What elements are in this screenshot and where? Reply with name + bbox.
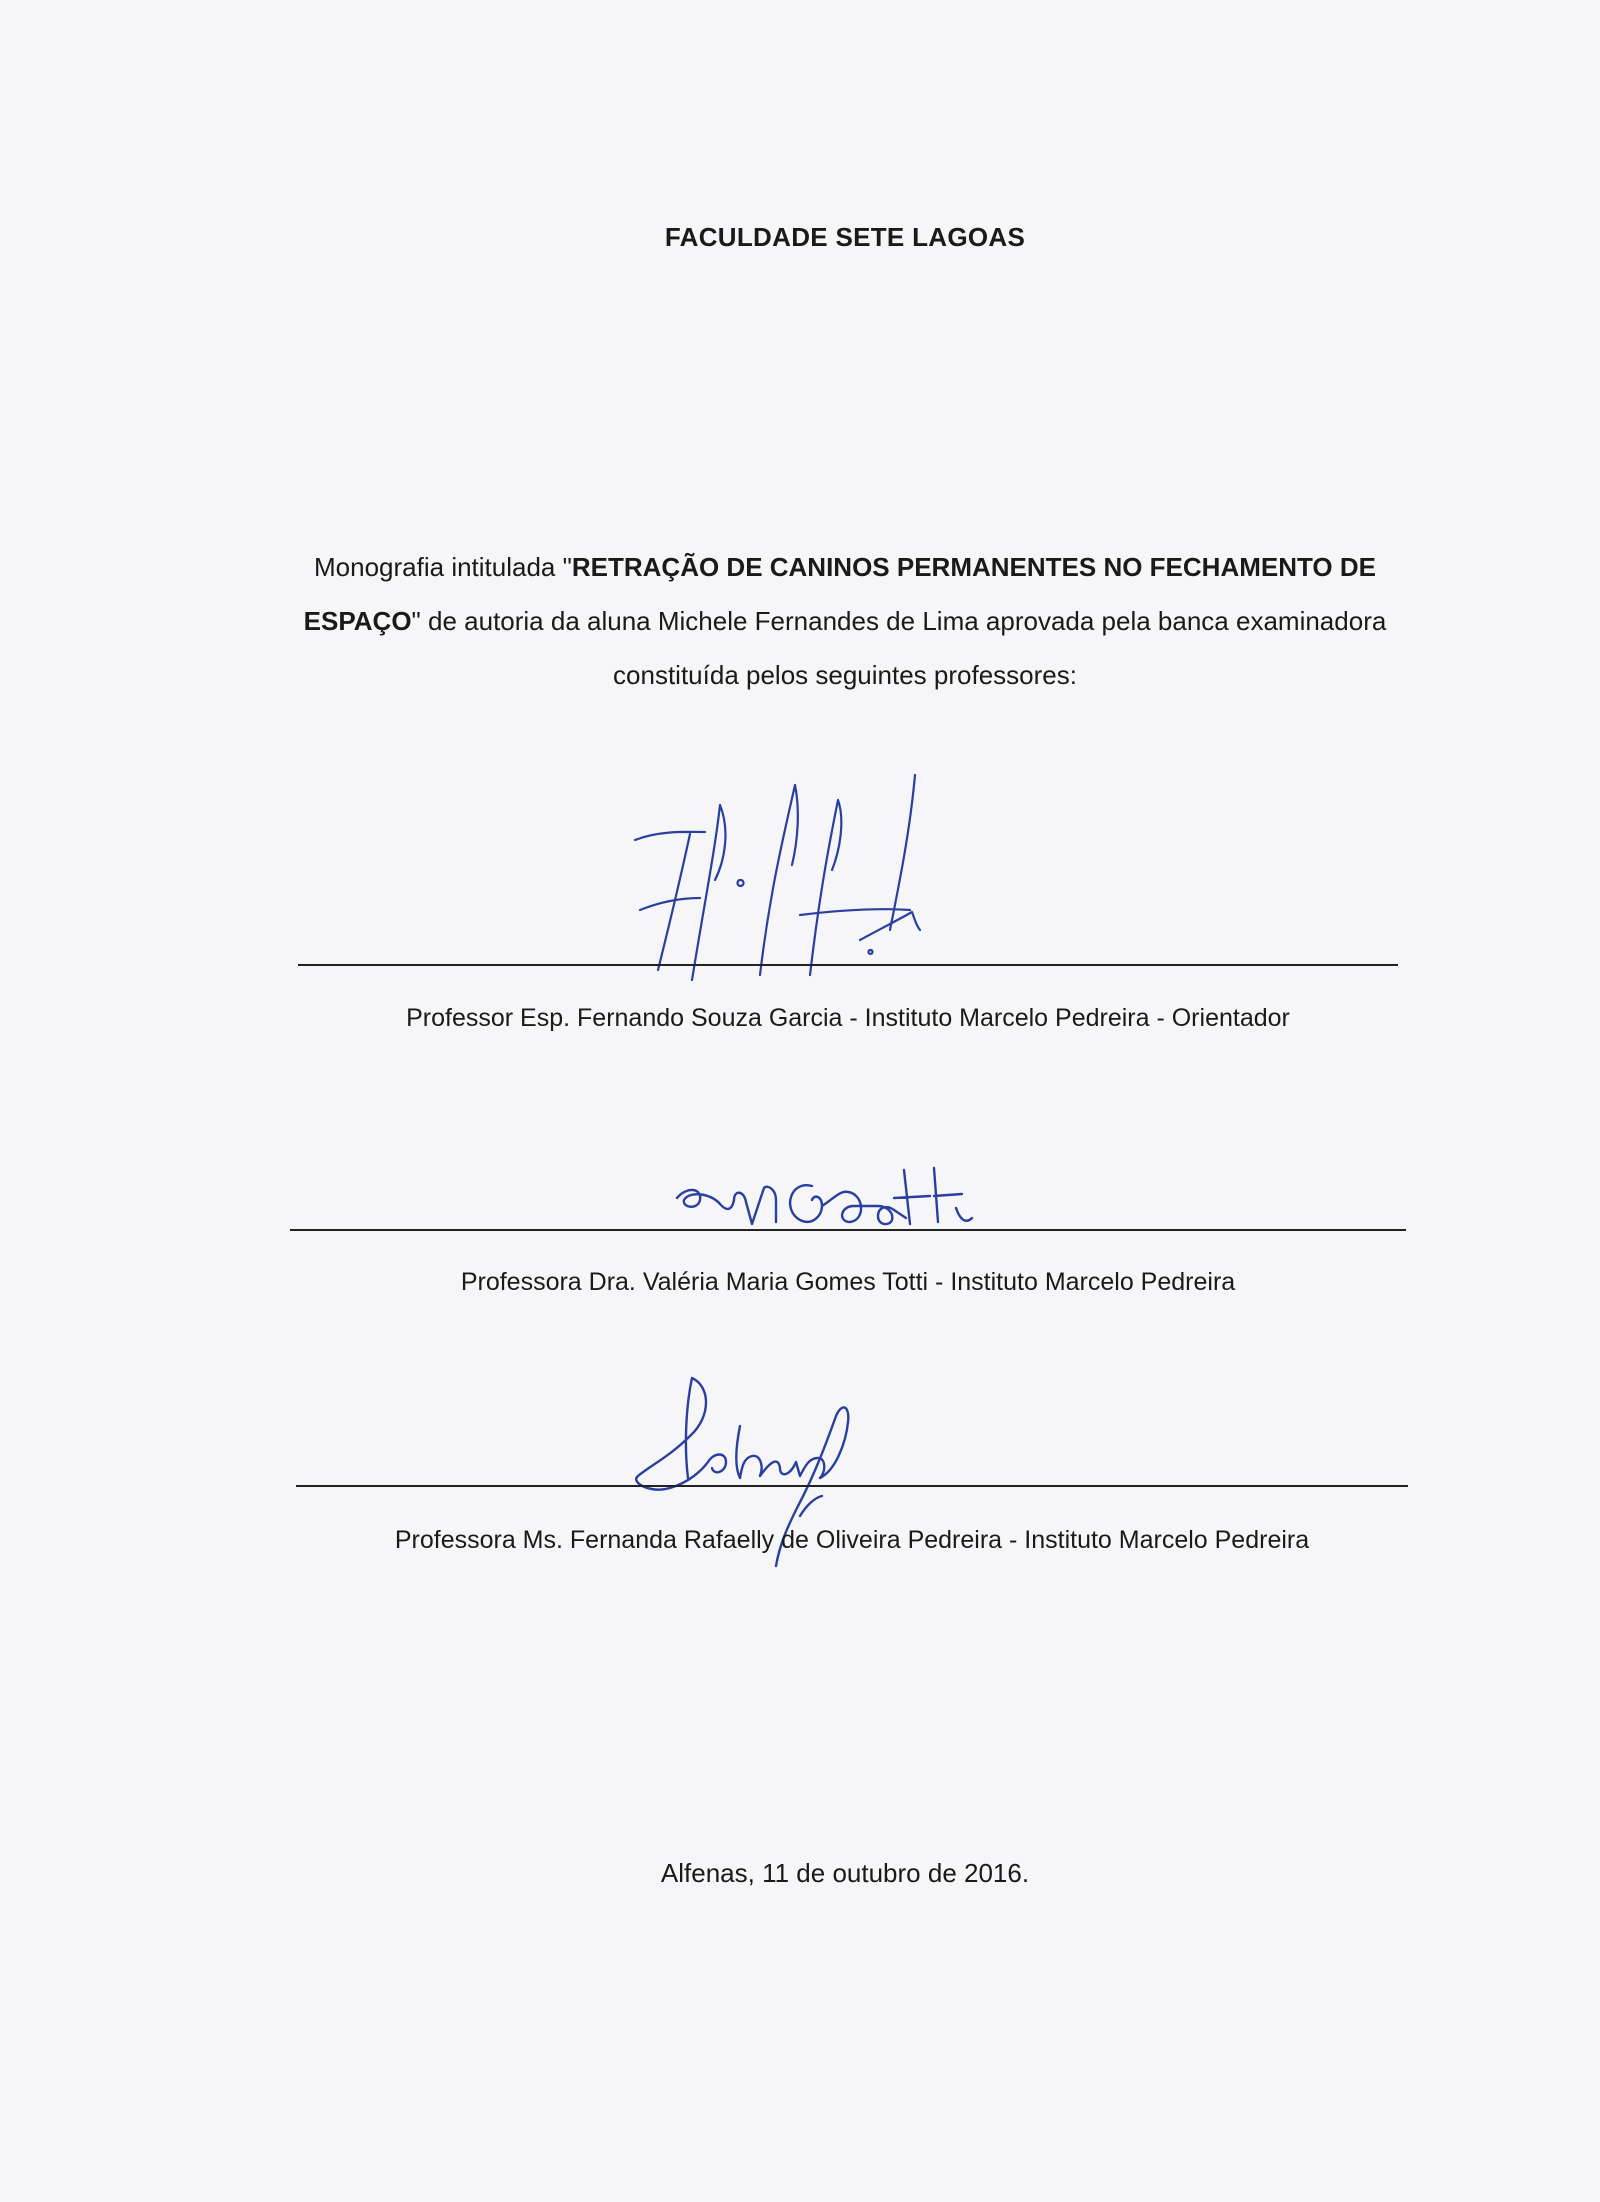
approval-suffix: " de autoria da aluna Michele Fernandes de Lima aprovada pela banca examinadora constituída pelos seguintes professores:	[411, 606, 1387, 690]
approval-statement	[300, 540, 1390, 702]
approval-prefix: Monografia intitulada "	[314, 552, 572, 582]
signature-examiner-2	[672, 1160, 1012, 1240]
signature-examiner-1	[620, 770, 1040, 990]
examiner-3-caption: Professora Ms. Fernanda Rafaelly de Oliveira Pedreira - Instituto Marcelo Pedreira	[394, 1526, 1310, 1554]
monograph-title: RETRAÇÃO DE CANINOS PERMANENTES NO FECHAMENTO DE ESPAÇO	[303, 552, 1376, 636]
signature-line-examiner-3	[296, 1485, 1408, 1487]
place-and-date: Alfenas, 11 de outubro de 2016.	[660, 1858, 1030, 1888]
signature-line-examiner-1	[298, 964, 1398, 966]
signature-line-examiner-2	[290, 1229, 1406, 1231]
examiner-1-caption: Professor Esp. Fernando Souza Garcia - Instituto Marcelo Pedreira - Orientador	[406, 1004, 1290, 1032]
examiner-2-caption: Professora Dra. Valéria Maria Gomes Totti - Instituto Marcelo Pedreira	[460, 1268, 1236, 1296]
institution-name: FACULDADE SETE LAGOAS	[664, 222, 1026, 252]
